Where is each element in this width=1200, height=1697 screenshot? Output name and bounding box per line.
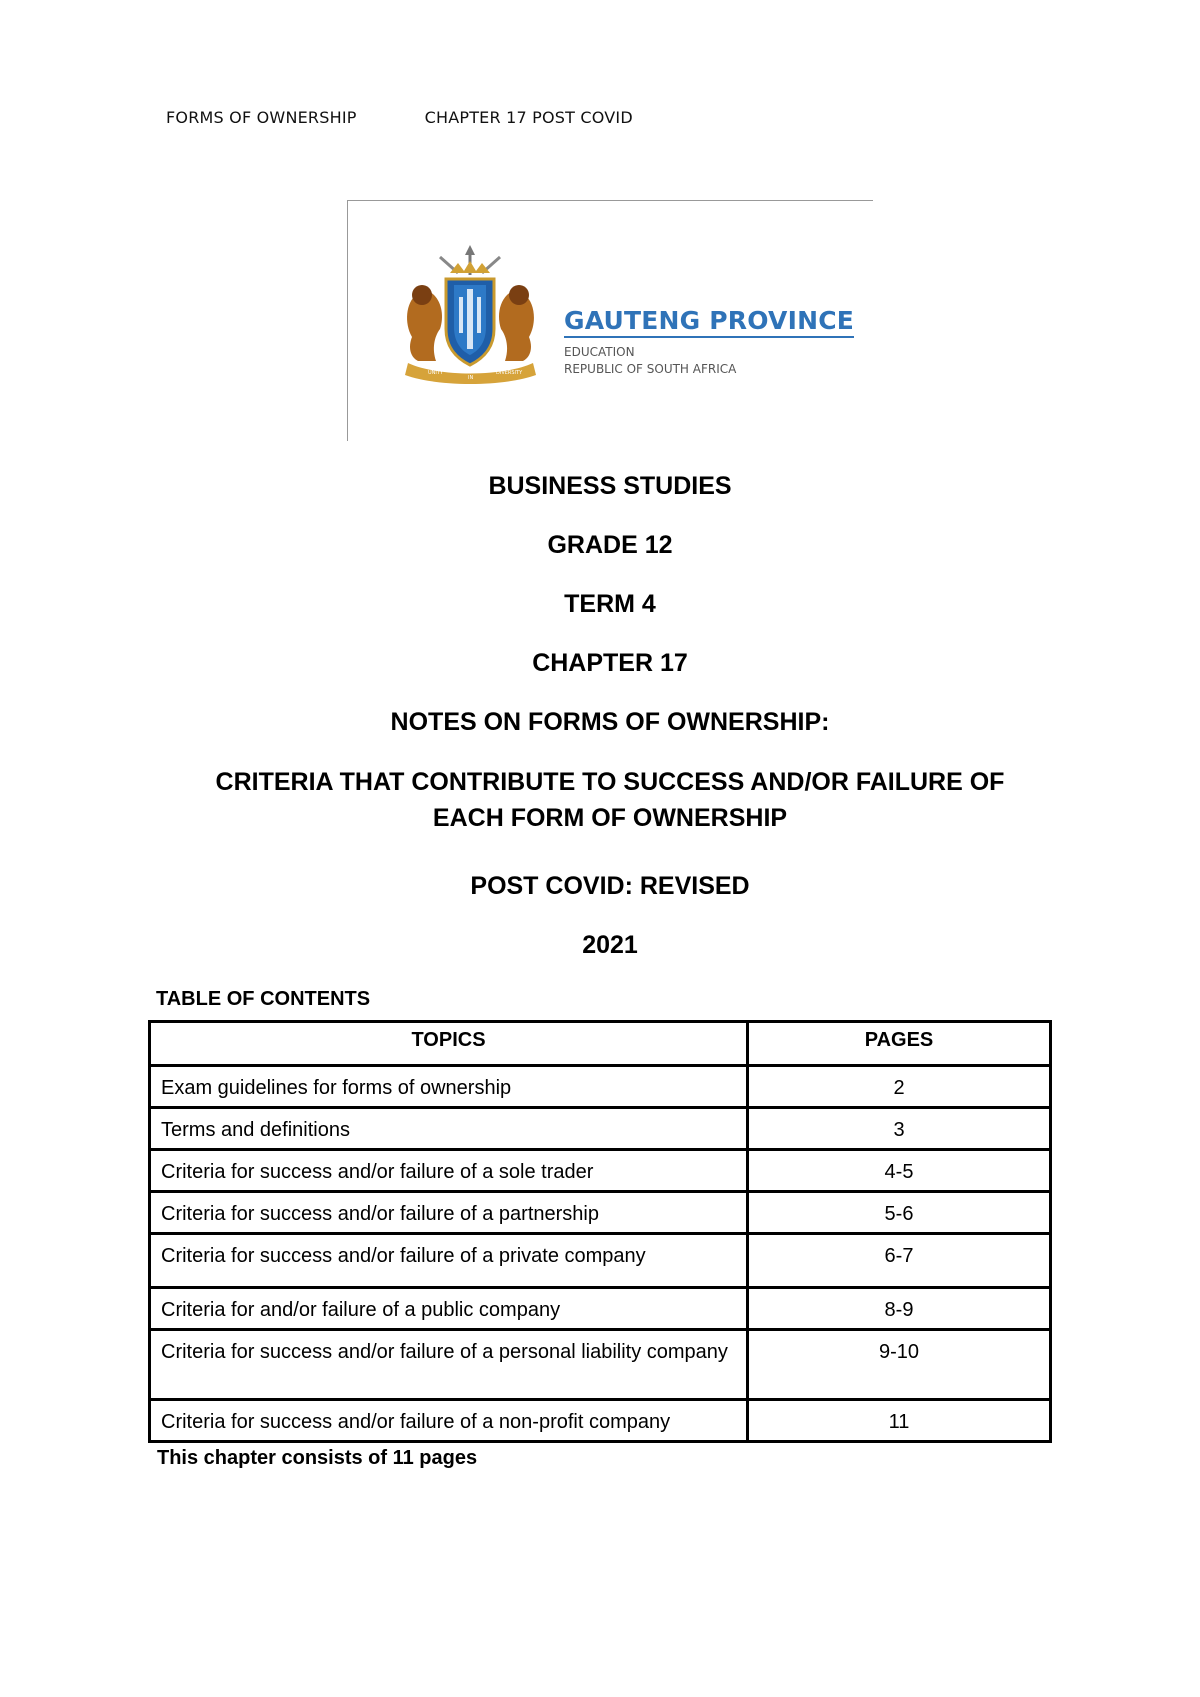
toc-col-topics: TOPICS (150, 1022, 748, 1066)
logo-brand-name: GAUTENG PROVINCE (564, 306, 854, 338)
revision-title: POST COVID: REVISED (470, 872, 750, 900)
header-right-text: CHAPTER 17 POST COVID (424, 108, 633, 127)
header-left-text: FORMS OF OWNERSHIP (166, 108, 357, 127)
chapter-title: CHAPTER 17 (532, 649, 688, 677)
toc-pages: 4-5 (748, 1150, 1051, 1192)
subject-title: BUSINESS STUDIES (488, 472, 732, 500)
toc-header-row (150, 1022, 1051, 1066)
table-row (150, 1192, 1051, 1234)
toc-topic: Criteria for success and/or failure of a private company (150, 1234, 748, 1288)
criteria-title-line-1: CRITERIA THAT CONTRIBUTE TO SUCCESS AND/OR FAILURE OF (215, 768, 1005, 796)
toc-col-pages: PAGES (748, 1022, 1051, 1066)
crest-motto-center: IN (468, 375, 474, 381)
table-row (150, 1330, 1051, 1400)
toc-topic: Criteria for success and/or failure of a partnership (150, 1192, 748, 1234)
page-header (166, 108, 633, 127)
crest-motto-right: DIVERSITY (496, 370, 523, 376)
gauteng-logo (347, 200, 873, 441)
toc-topic: Criteria for success and/or failure of a sole trader (150, 1150, 748, 1192)
toc-topic: Terms and definitions (150, 1108, 748, 1150)
table-row (150, 1288, 1051, 1330)
logo-line-country: REPUBLIC OF SOUTH AFRICA (564, 362, 737, 376)
year-title: 2021 (582, 931, 638, 959)
criteria-title-line-2: EACH FORM OF OWNERSHIP (432, 804, 788, 832)
toc-topic: Criteria for success and/or failure of a non-profit company (150, 1400, 748, 1442)
notes-title: NOTES ON FORMS OF OWNERSHIP: (390, 708, 830, 736)
toc-table (148, 1020, 1052, 1443)
toc-topic: Criteria for success and/or failure of a personal liability company (150, 1330, 748, 1400)
toc-pages: 11 (748, 1400, 1051, 1442)
toc-pages: 9-10 (748, 1330, 1051, 1400)
toc-pages: 2 (748, 1066, 1051, 1108)
toc-heading: TABLE OF CONTENTS (156, 988, 371, 1010)
toc-pages: 8-9 (748, 1288, 1051, 1330)
coat-of-arms-icon (388, 245, 553, 385)
grade-title: GRADE 12 (547, 531, 673, 559)
toc-topic: Criteria for and/or failure of a public company (150, 1288, 748, 1330)
table-row (150, 1066, 1051, 1108)
chapter-page-count-note: This chapter consists of 11 pages (157, 1447, 478, 1469)
crest-motto-left: UNITY (428, 370, 443, 376)
logo-line-education: EDUCATION (564, 345, 635, 359)
toc-topic: Exam guidelines for forms of ownership (150, 1066, 748, 1108)
table-row (150, 1400, 1051, 1442)
toc-pages: 6-7 (748, 1234, 1051, 1288)
toc-pages: 5-6 (748, 1192, 1051, 1234)
table-row (150, 1234, 1051, 1288)
term-title: TERM 4 (564, 590, 656, 618)
toc-pages: 3 (748, 1108, 1051, 1150)
table-row (150, 1150, 1051, 1192)
table-row (150, 1108, 1051, 1150)
